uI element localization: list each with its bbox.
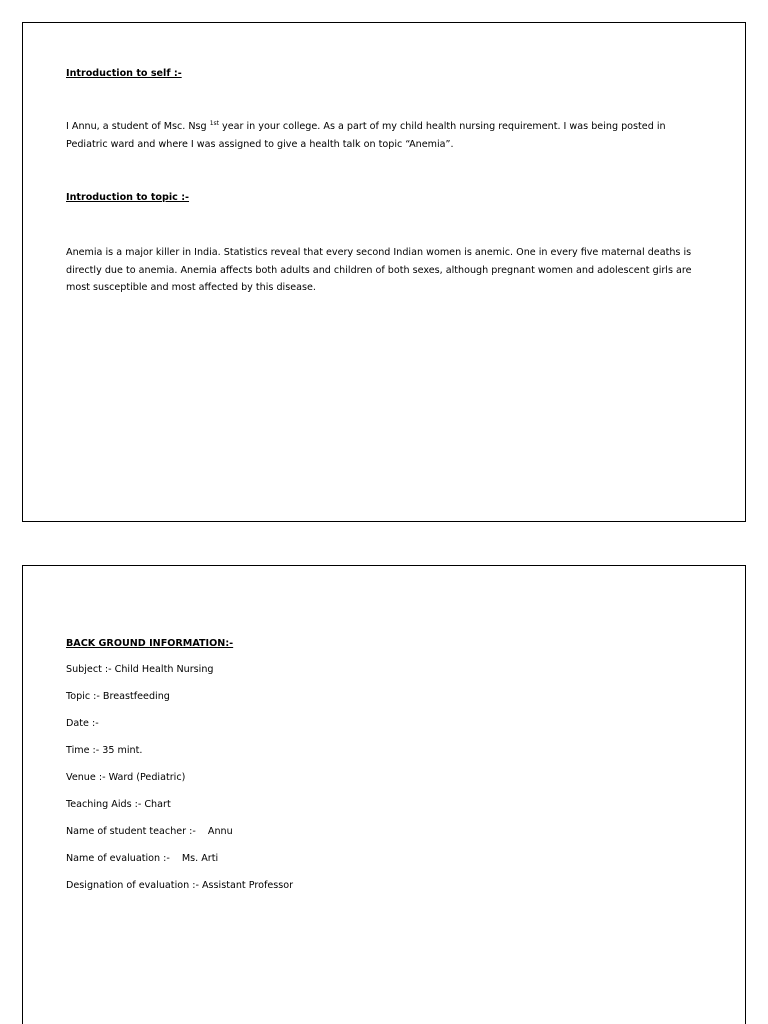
evaluation-line [66,853,218,864]
background-info-heading: BACK GROUND INFORMATION:- [66,638,234,649]
intro-self-text-end: year in your college. As a part of my child health nursing requirement. I was being posted in Pediatric ward and where I was assigned to give a health talk on topic “Anemia”. [66,121,666,150]
intro-self-text-start: I Annu, a student of Msc. Nsg [66,121,210,132]
teaching-aids-line: Teaching Aids :- Chart [66,799,171,810]
subject-line: Subject :- Child Health Nursing [66,664,214,675]
intro-self-heading: Introduction to self :- [66,68,182,79]
venue-line: Venue :- Ward (Pediatric) [66,772,186,783]
evaluation-value: Ms. Arti [181,853,219,864]
intro-self-superscript: 1st [209,119,219,127]
student-teacher-label: Name of student teacher :- [66,826,196,837]
student-teacher-value: Annu [207,826,233,837]
document-page-1 [22,22,746,522]
date-line: Date :- [66,718,99,729]
evaluation-label: Name of evaluation :- [66,853,170,864]
intro-topic-heading: Introduction to topic :- [66,192,190,203]
time-line: Time :- 35 mint. [66,745,143,756]
designation-line: Designation of evaluation :- Assistant Professor [66,880,294,891]
intro-self-paragraph [66,118,706,153]
intro-topic-paragraph: Anemia is a major killer in India. Statistics reveal that every second Indian women is anemic. One in every five maternal deaths is directly due to anemia. Anemia affects both adults and children of both sexes, although pregnant women and adolescent girls are most susceptible and most affected by this disease. [66,247,692,293]
topic-line: Topic :- Breastfeeding [66,691,170,702]
student-teacher-line [66,826,233,837]
document-page-2 [22,565,746,1024]
